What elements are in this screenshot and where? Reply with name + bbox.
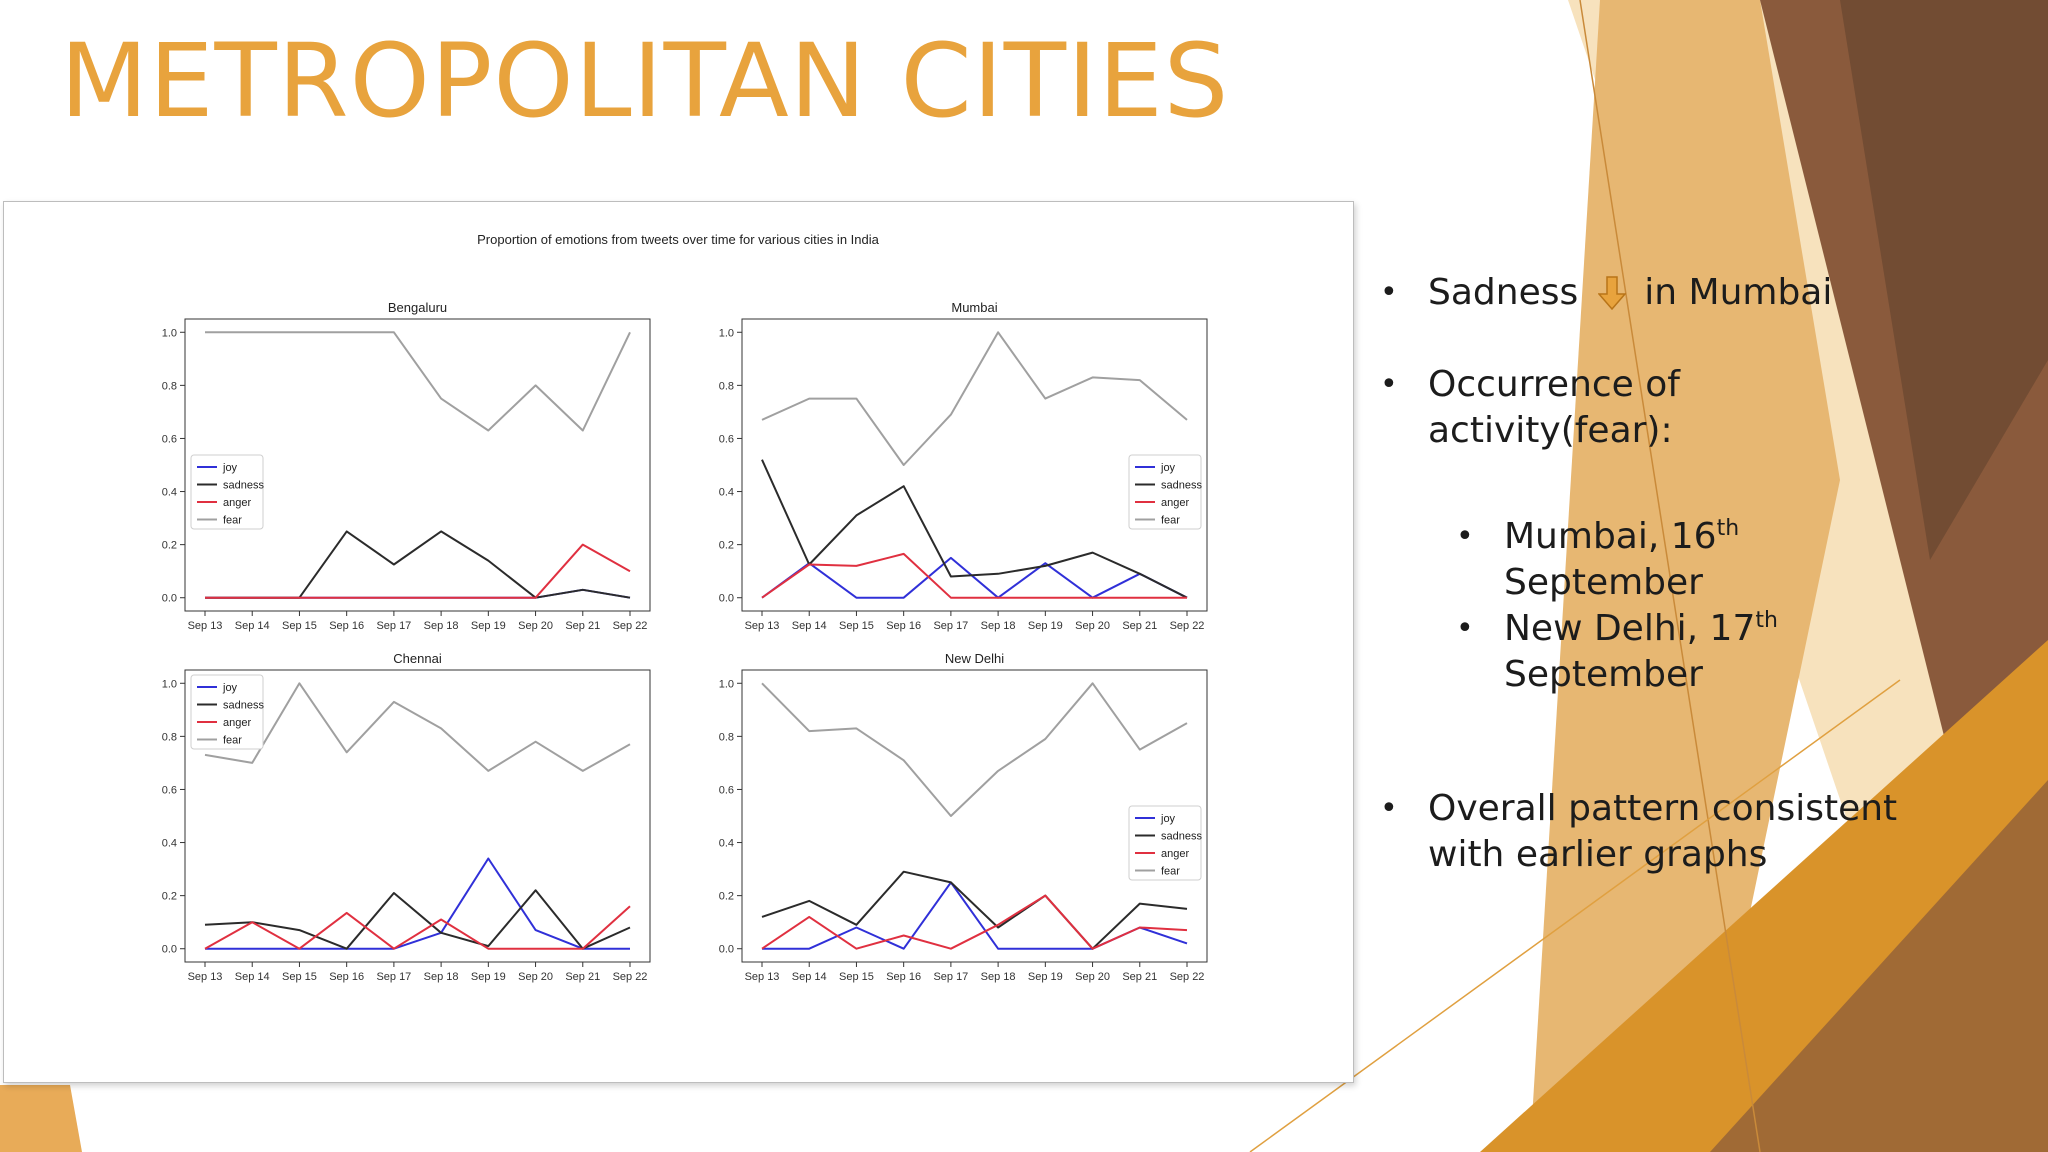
bullet-sadness-prefix: Sadness: [1428, 272, 1579, 313]
y-tick-label: 0.8: [718, 380, 734, 393]
series-line-fear: [205, 683, 630, 771]
legend-label: fear: [1161, 865, 1180, 878]
x-tick-label: Sep 15: [839, 620, 874, 632]
series-line-joy: [762, 558, 1187, 598]
x-tick-label: Sep 18: [423, 620, 459, 632]
x-tick-label: Sep 21: [565, 620, 601, 632]
bullet-dot: •: [1380, 367, 1398, 402]
y-tick-label: 0.8: [161, 731, 177, 744]
delhi-text: New Delhi, 17: [1504, 608, 1756, 649]
mumbai-month: September: [1504, 562, 1703, 603]
x-tick-label: Sep 21: [565, 971, 601, 983]
x-tick-label: Sep 17: [376, 620, 412, 632]
y-tick-label: 1.0: [718, 327, 734, 340]
x-tick-label: Sep 16: [329, 971, 365, 983]
subplot-title: Mumbai: [951, 300, 998, 315]
y-tick-label: 0.2: [718, 890, 734, 903]
x-tick-label: Sep 19: [470, 620, 506, 632]
legend-label: anger: [1161, 848, 1190, 860]
legend-label: sadness: [223, 699, 264, 712]
x-tick-label: Sep 17: [933, 971, 969, 983]
y-tick-label: 0.4: [718, 837, 734, 850]
legend-label: sadness: [1161, 830, 1202, 843]
legend-label: sadness: [223, 479, 264, 492]
y-tick-label: 0.0: [718, 592, 734, 605]
y-tick-label: 0.2: [161, 539, 177, 552]
bg-shape-corner: [0, 1085, 82, 1152]
legend-label: anger: [223, 497, 252, 509]
y-tick-label: 0.4: [161, 486, 177, 499]
sub-bullet-dot: •: [1456, 611, 1474, 646]
bullet-overall: Overall pattern consistent with earlier graphs: [1428, 788, 1898, 875]
x-tick-label: Sep 17: [376, 971, 412, 983]
y-tick-label: 0.0: [161, 943, 177, 956]
legend-label: joy: [223, 462, 238, 474]
series-line-joy: [205, 590, 630, 598]
legend-label: anger: [223, 717, 252, 729]
y-tick-label: 0.0: [161, 592, 177, 605]
y-tick-label: 0.2: [718, 539, 734, 552]
y-tick-label: 0.8: [718, 731, 734, 744]
x-tick-label: Sep 18: [980, 620, 1016, 632]
legend-label: sadness: [1161, 479, 1202, 492]
subplot-title: Chennai: [393, 651, 442, 666]
x-tick-label: Sep 19: [1027, 620, 1063, 632]
x-tick-label: Sep 14: [234, 971, 270, 983]
x-tick-label: Sep 20: [518, 971, 553, 983]
series-line-fear: [762, 332, 1187, 465]
bullet-sadness: [1428, 270, 1832, 322]
x-tick-label: Sep 13: [744, 620, 780, 632]
x-tick-label: Sep 20: [518, 620, 553, 632]
series-line-fear: [762, 683, 1187, 816]
x-tick-label: Sep 18: [423, 971, 459, 983]
bullet-occurrence: Occurrence of activity(fear):: [1428, 364, 1680, 451]
y-tick-label: 0.4: [161, 837, 177, 850]
arrow-down-icon: [1598, 276, 1626, 322]
x-tick-label: Sep 15: [839, 971, 874, 983]
sub-bullet-delhi: [1504, 606, 1778, 698]
x-tick-label: Sep 19: [470, 971, 506, 983]
figure-panel: [3, 201, 1354, 1083]
x-tick-label: Sep 21: [1122, 620, 1158, 632]
x-tick-label: Sep 13: [187, 620, 223, 632]
x-tick-label: Sep 22: [612, 971, 648, 983]
x-tick-label: Sep 20: [1075, 971, 1110, 983]
legend-label: fear: [223, 734, 242, 747]
series-line-fear: [205, 332, 630, 430]
x-tick-label: Sep 16: [886, 620, 922, 632]
x-tick-label: Sep 14: [791, 620, 827, 632]
x-tick-label: Sep 22: [1169, 620, 1205, 632]
x-tick-label: Sep 13: [187, 971, 223, 983]
bullet-dot: •: [1380, 275, 1398, 310]
bullet-sadness-suffix: in Mumbai: [1644, 272, 1833, 313]
y-tick-label: 0.6: [161, 784, 177, 797]
delhi-sup: th: [1755, 608, 1778, 633]
mumbai-text: Mumbai, 16: [1504, 516, 1717, 557]
sub-bullet-mumbai: [1504, 514, 1739, 606]
bullet-dot: •: [1380, 791, 1398, 826]
x-tick-label: Sep 15: [282, 971, 317, 983]
legend-label: joy: [1161, 462, 1176, 474]
x-tick-label: Sep 19: [1027, 971, 1063, 983]
x-tick-label: Sep 16: [329, 620, 365, 632]
y-tick-label: 0.4: [718, 486, 734, 499]
y-tick-label: 1.0: [161, 678, 177, 691]
x-tick-label: Sep 21: [1122, 971, 1158, 983]
legend-label: joy: [223, 682, 238, 694]
sub-bullet-dot: •: [1456, 519, 1474, 554]
legend-label: anger: [1161, 497, 1190, 509]
subplot-title: Bengaluru: [387, 300, 448, 315]
x-tick-label: Sep 13: [744, 971, 780, 983]
y-tick-label: 0.6: [161, 433, 177, 446]
chart-main-title: Proportion of emotions from tweets over time for various cities in India: [477, 232, 879, 247]
y-tick-label: 1.0: [718, 678, 734, 691]
y-tick-label: 0.2: [161, 890, 177, 903]
legend-label: joy: [1161, 813, 1176, 825]
x-tick-label: Sep 22: [612, 620, 648, 632]
mumbai-sup: th: [1716, 516, 1740, 541]
x-tick-label: Sep 16: [886, 971, 922, 983]
x-tick-label: Sep 22: [1169, 971, 1205, 983]
legend-label: fear: [223, 514, 242, 527]
x-tick-label: Sep 14: [234, 620, 270, 632]
y-tick-label: 0.8: [161, 380, 177, 393]
y-tick-label: 0.0: [718, 943, 734, 956]
x-tick-label: Sep 17: [933, 620, 969, 632]
x-tick-label: Sep 15: [282, 620, 317, 632]
slide-title: METROPOLITAN CITIES: [60, 22, 1230, 141]
x-tick-label: Sep 14: [791, 971, 827, 983]
series-line-anger: [205, 545, 630, 598]
y-tick-label: 0.6: [718, 433, 734, 446]
emotion-line-charts: [4, 202, 1353, 1082]
x-tick-label: Sep 20: [1075, 620, 1110, 632]
delhi-month: September: [1504, 654, 1703, 695]
legend-label: fear: [1161, 514, 1180, 527]
series-line-joy: [762, 882, 1187, 948]
subplot-title: New Delhi: [944, 651, 1005, 666]
y-tick-label: 0.6: [718, 784, 734, 797]
x-tick-label: Sep 18: [980, 971, 1016, 983]
y-tick-label: 1.0: [161, 327, 177, 340]
